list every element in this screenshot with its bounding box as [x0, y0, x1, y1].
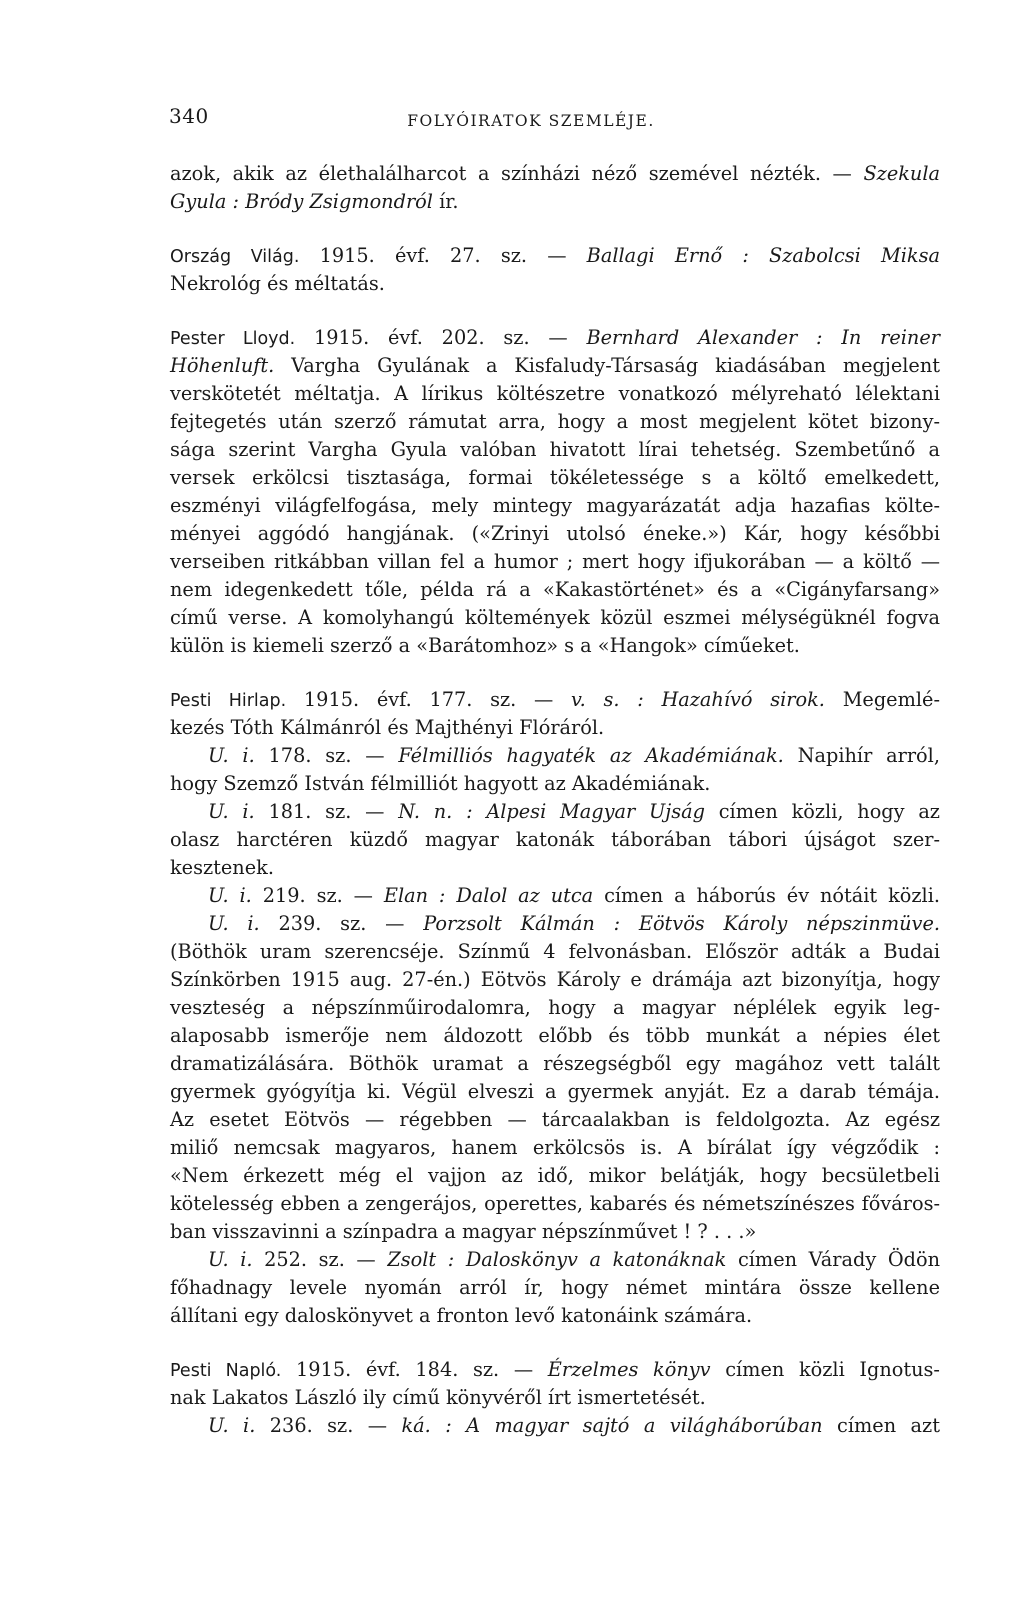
- text-line: alaposabb ismerője nem áldozott előbb és több munkát a népies élet: [170, 1024, 940, 1047]
- text-line: olasz harctéren küzdő magyar katonák táborában tábori újságot szer-: [170, 828, 940, 851]
- text-line: hogy Szemző István félmilliót hagyott az Akadémiának.: [170, 772, 711, 795]
- text-line: U. i. 236. sz. — ká. : A magyar sajtó a világháborúban címen azt: [208, 1414, 940, 1437]
- text-line: kesztenek.: [170, 856, 274, 879]
- text-line: eszményi világfelfogása, mely mintegy magyarázatát adja hazafias költe-: [170, 494, 940, 517]
- text-line: kezés Tóth Kálmánról és Majthényi Flóráról.: [170, 716, 605, 739]
- text-line: (Böthök uram szerencséje. Színmű 4 felvonásban. Először adták a Budai: [170, 940, 940, 963]
- text-line: dramatizálására. Böthök uramat a részegségből egy magához vett talált: [170, 1052, 940, 1075]
- text-line: nem idegenkedett tőle, példa rá a «Kakastörténet» és a «Cigányfarsang»: [170, 578, 940, 601]
- text-line: nak Lakatos László ily című könyvéről írt ismertetését.: [170, 1386, 706, 1409]
- text-line: U. i. 181. sz. — N. n. : Alpesi Magyar Ujság címen közli, hogy az: [208, 800, 940, 823]
- text-line: kötelesség ebben a zengerájos, operettes, kabarés és németszínészes főváros-: [170, 1192, 940, 1215]
- text-line: állítani egy daloskönyvet a fronton levő katonáink számára.: [170, 1304, 753, 1327]
- entry-orszag-vilag: Ország Világ. 1915. évf. 27. sz. — Ballagi Ernő : Szabolcsi Miksa: [170, 244, 940, 267]
- text-line: verseiben ritkábban villan fel a humor ; mert hogy ifjukorában — a költő —: [170, 550, 940, 573]
- periodical-title: Pesti Napló.: [170, 1361, 282, 1381]
- entry-pester-lloyd: Pester Lloyd. 1915. évf. 202. sz. — Bernhard Alexander : In reiner: [170, 326, 940, 349]
- page-number: 340: [169, 104, 209, 128]
- text-line: U. i. 178. sz. — Félmilliós hagyaték az Akadémiának. Napihír arról,: [208, 744, 940, 767]
- text-line: Gyula : Bródy Zsigmondról ír.: [170, 190, 459, 213]
- text-line: azok, akik az élethalálharcot a színházi néző szemével nézték. — Szekula: [170, 162, 940, 185]
- text-line: gyermek gyógyítja ki. Végül elveszi a gyermek anyját. Ez a darab témája.: [170, 1080, 940, 1103]
- periodical-title: Pesti Hirlap.: [170, 691, 287, 711]
- text-line: Höhenluft. Vargha Gyulának a Kisfaludy-Társaság kiadásában megjelent: [170, 354, 940, 377]
- article-body: [170, 160, 940, 1440]
- text-line: fejtegetés után szerző rámutat arra, hogy a most megjelent kötet bizony-: [170, 410, 940, 433]
- entry-pesti-naplo: Pesti Napló. 1915. évf. 184. sz. — Érzelmes könyv címen közli Ignotus-: [170, 1358, 940, 1381]
- text-line: című verse. A komolyhangú költemények közül eszmei mélységüknél fogva: [170, 606, 940, 629]
- text-line: főhadnagy levele nyomán arról ír, hogy német mintára össze kellene: [170, 1276, 940, 1299]
- running-head: FOLYÓIRATOK SZEMLÉJE.: [407, 112, 655, 130]
- text-line: külön is kiemeli szerző a «Barátomhoz» s a «Hangok» címűeket.: [170, 634, 800, 657]
- text-line: versek erkölcsi tisztasága, formai tökéletessége s a költő emelkedett,: [170, 466, 940, 489]
- text-line: verskötetét méltatja. A lírikus költészetre vonatkozó mélyreható lélektani: [170, 382, 940, 405]
- text-line: ményei aggódó hangjának. («Zrinyi utolsó éneke.») Kár, hogy későbbi: [170, 522, 940, 545]
- periodical-title: Ország Világ.: [170, 247, 300, 267]
- text-line: Színkörben 1915 aug. 27-én.) Eötvös Károly e drámája azt bizonyítja, hogy: [170, 968, 940, 991]
- text-line: ban visszavinni a színpadra a magyar népszínművet ! ? . . .»: [170, 1220, 757, 1243]
- text-line: miliő nemcsak magyaros, hanem erkölcsös is. A bírálat így végződik :: [170, 1136, 940, 1159]
- text-line: sága szerint Vargha Gyula valóban hivatott lírai tehetség. Szembetűnő a: [170, 438, 940, 461]
- text-line: Az esetet Eötvös — régebben — tárcaalakban is feldolgozta. Az egész: [170, 1108, 940, 1131]
- text-line: veszteség a népszínműirodalomra, hogy a magyar néplélek egyik leg-: [170, 996, 940, 1019]
- text-line: Nekrológ és méltatás.: [170, 272, 385, 295]
- text-line: U. i. 252. sz. — Zsolt : Daloskönyv a katonáknak címen Várady Ödön: [208, 1248, 941, 1271]
- text-line: «Nem érkezett még el vajjon az idő, mikor belátják, hogy becsületbeli: [170, 1164, 940, 1187]
- periodical-title: Pester Lloyd.: [170, 329, 296, 349]
- text-line: U. i. 219. sz. — Elan : Dalol az utca címen a háborús év nótáit közli.: [208, 884, 940, 907]
- text-line: U. i. 239. sz. — Porzsolt Kálmán : Eötvös Károly népszinmüve.: [208, 912, 940, 935]
- entry-pesti-hirlap: Pesti Hirlap. 1915. évf. 177. sz. — v. s. : Hazahívó sirok. Megemlé-: [170, 688, 940, 711]
